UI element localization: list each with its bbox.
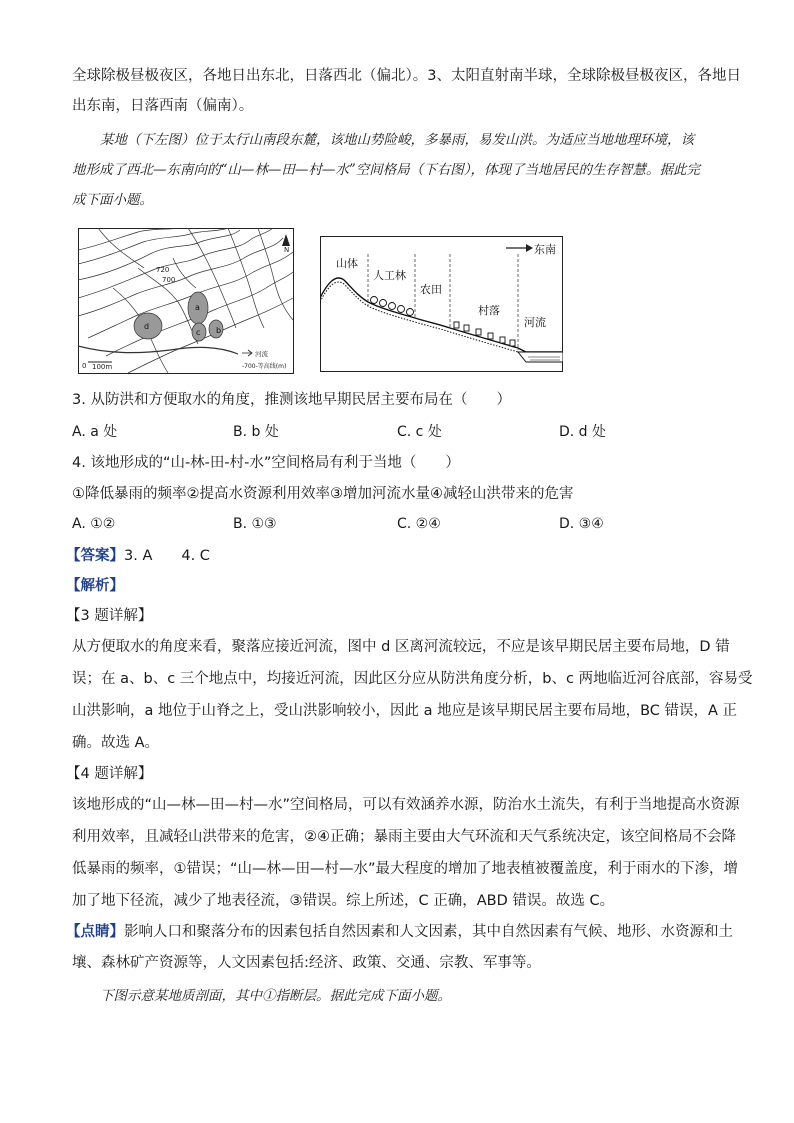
q4-option-d[interactable]: D. ③④ [559,516,604,532]
contour-label-720: 720 [156,266,170,274]
detail3-line-3: 山洪影响，a 地位于山脊之上，受山洪影响较小，因此 a 地应是该早期民居主要布局地，BC 错误，A 正 [72,703,738,719]
detail4-line-2: 利用效率，且减轻山洪带来的危害，②④正确；暴雨主要由大气环流和天气系统决定，该空间格局不会降 [72,829,736,845]
answer-text: 3. A 4. C [124,548,210,564]
detail4-line-1: 该地形成的“山—林—田—村—水”空间格局，可以有效涵养水源，防治水土流失，有利于当地提高水资源 [72,797,740,813]
tip-text-1: 影响人口和聚落分布的因素包括自然因素和人文因素，其中自然因素有气候、地形、水资源和土 [124,924,733,940]
q3-option-c[interactable]: C. c 处 [397,424,442,440]
north-label: N [284,246,290,254]
zone-village: 村落 [478,304,500,317]
scale-zero: 0 [82,362,87,370]
detail3-line-1: 从方便取水的角度来看，聚落应接近河流，图中 d 区离河流较远，不应是该早期民居主要布局地，D 错 [72,639,730,655]
tip-line-2: 壤、森林矿产资源等，人文因素包括:经济、政策、交通、宗教、军事等。 [72,955,541,971]
passage2-line-1: 下图示意某地质剖面，其中①指断层。据此完成下面小题。 [100,988,451,1004]
q4-option-a[interactable]: A. ①② [72,516,116,532]
contour-label-700: 700 [162,276,176,284]
tip-tag: 【点睛】 [66,924,124,940]
zone-mountain: 山体 [336,257,358,270]
detail4-line-3: 低暴雨的频率，①错误；“山—林—田—村—水”最大程度的增加了地表植被覆盖度，利于雨水的下渗，增 [72,861,739,877]
scale-label: 100m [92,363,113,371]
q4-option-b[interactable]: B. ①③ [233,516,277,532]
intro-line-2: 出东南，日落西南（偏南）。 [72,98,254,114]
point-c: c [196,328,201,337]
passage-line-2: 地形成了西北—东南向的“山—林—田—村—水”空间格局（下右图），体现了当地居民的生存智慧。据此完 [72,162,701,178]
answer-line [66,546,724,566]
q3-option-b[interactable]: B. b 处 [233,424,279,440]
legend-river: 河流 [255,350,268,358]
q3-option-d[interactable]: D. d 处 [559,424,607,440]
point-b: b [216,326,222,335]
zone-farmland: 农田 [420,283,442,296]
answer-tag: 【答案】 [66,548,124,564]
profile-figure [320,236,563,372]
detail4-tag: 【4 题详解】 [66,766,153,782]
passage-line-3: 成下面小题。 [72,192,153,208]
detail3-tag: 【3 题详解】 [66,608,153,624]
detail3-line-4: 确。故选 A。 [72,735,160,751]
contour-map-figure [78,228,294,374]
q4-option-c[interactable]: C. ②④ [397,516,441,532]
analysis-tag: 【解析】 [66,578,124,594]
zone-forest: 人工林 [373,269,406,282]
q4-stem: 4. 该地形成的“山-林-田-村-水”空间格局有利于当地（ ） [72,455,460,471]
q3-option-a[interactable]: A. a 处 [72,424,118,440]
point-d: d [144,322,150,331]
tip-line-1 [66,922,733,942]
legend-contour: -700-等高线(m) [242,363,287,370]
detail4-line-4: 加了地下径流，减少了地表径流，③错误。综上所述，C 正确，ABD 错误。故选 C。 [72,893,615,909]
intro-line-1: 全球除极昼极夜区，各地日出东北，日落西北（偏北）。3、太阳直射南半球，全球除极昼极夜区，各地日 [72,68,741,84]
q4-items: ①降低暴雨的频率②提高水资源利用效率③增加河流水量④减轻山洪带来的危害 [72,486,574,502]
passage-line-1: 某地（下左图）位于太行山南段东麓，该地山势险峻，多暴雨，易发山洪。为适应当地地理环境，该 [100,132,694,148]
q3-stem: 3. 从防洪和方便取水的角度，推测该地早期民居主要布局在（ ） [72,392,511,408]
zone-river: 河流 [524,316,546,329]
detail3-line-2: 误；在 a、b、c 三个地点中，均接近河流，因此区分应从防洪角度分析，b、c 两地临近河谷底部，容易受 [72,671,753,687]
point-a: a [195,303,200,312]
direction-label: 东南 [534,243,556,256]
